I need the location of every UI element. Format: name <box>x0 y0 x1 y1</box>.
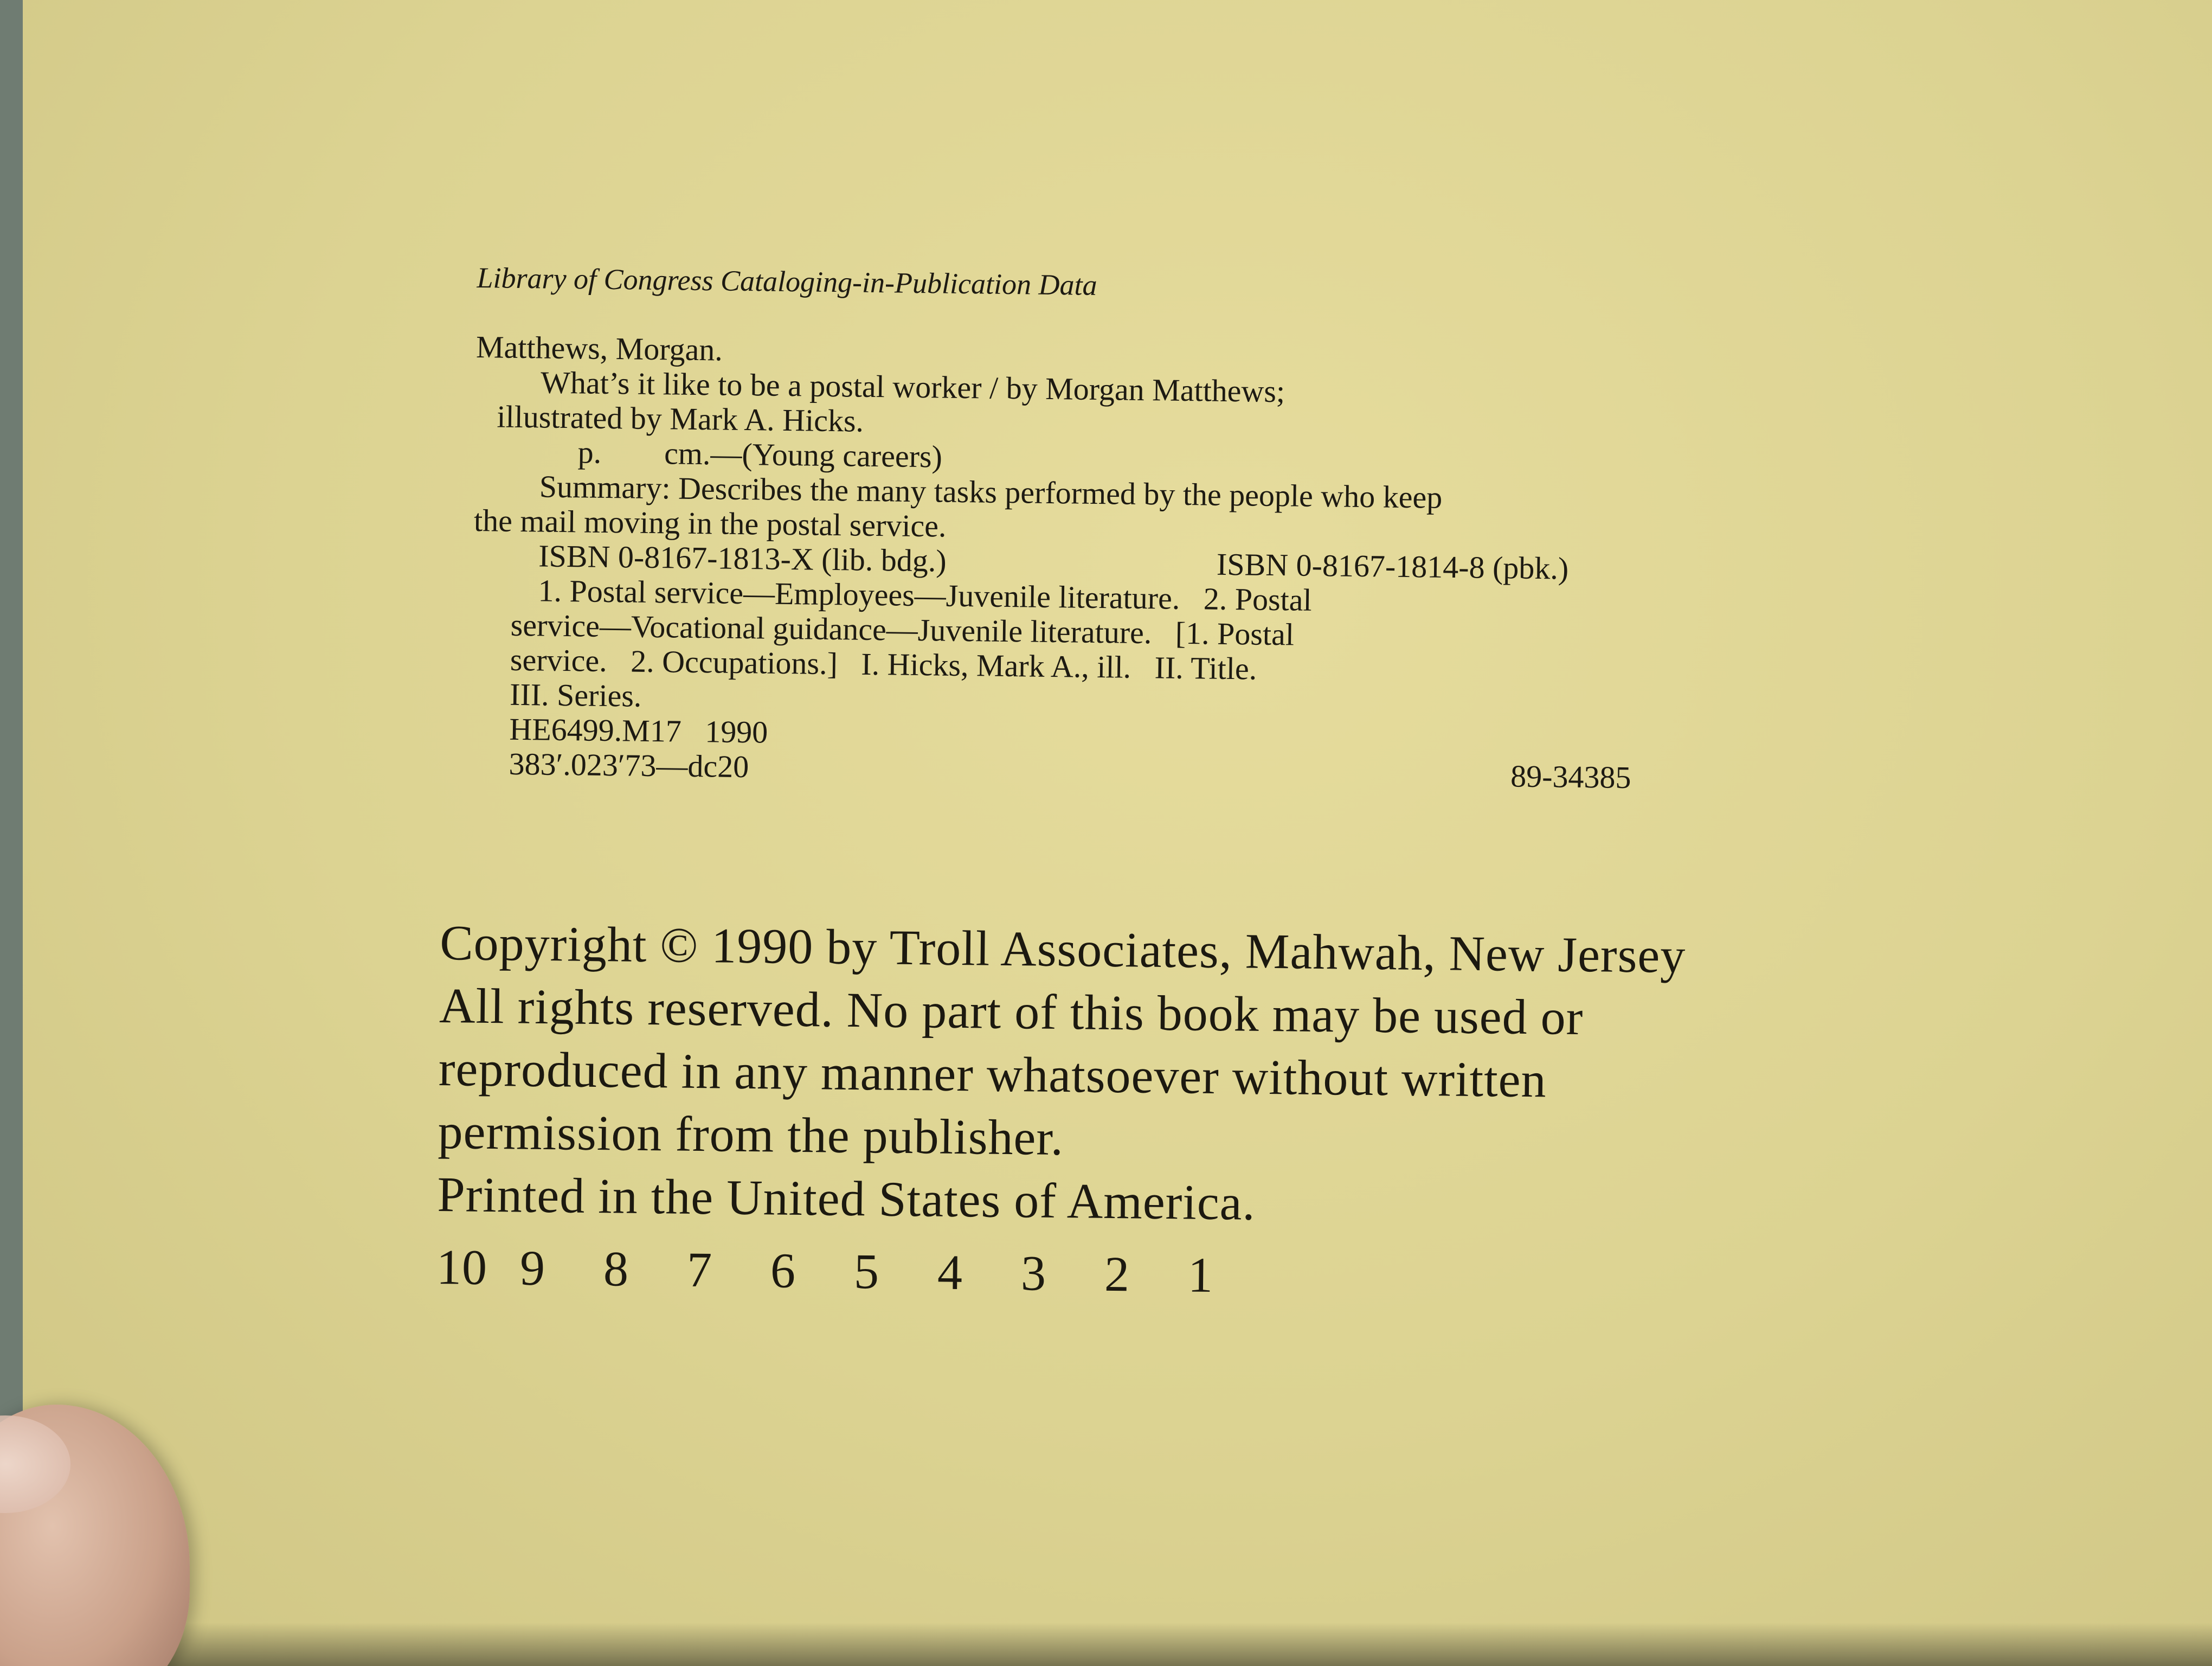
cip-summary-line-2: the mail moving in the postal service. <box>473 502 947 544</box>
cip-title-line-1: What’s it like to be a postal worker / by Morgan Matthews; <box>540 364 1285 409</box>
bottom-shadow <box>0 1623 2212 1666</box>
print-number: 7 <box>686 1241 713 1298</box>
print-number: 10 <box>436 1239 488 1295</box>
book-page <box>23 0 2212 1666</box>
rights-line-3: permission from the publisher. <box>438 1103 1064 1166</box>
print-number: 1 <box>1187 1247 1214 1303</box>
cip-subjects-line-4: III. Series. <box>509 676 642 714</box>
copyright-notice: Copyright © 1990 by Troll Associates, Mahwah, New Jersey <box>439 914 1686 984</box>
cip-isbn-paperback: ISBN 0-8167-1814-8 (pbk.) <box>1216 546 1569 586</box>
cip-data-block <box>471 260 1670 796</box>
rights-line-2: reproduced in any manner whatsoever without written <box>438 1040 1547 1108</box>
rights-line-1: All rights reserved. No part of this book may be used or <box>439 977 1584 1046</box>
copyright-block <box>436 911 1904 1313</box>
thumbnail <box>0 1415 70 1513</box>
cip-subjects-line-2: service—Vocational guidance—Juvenile literature. [1. Postal <box>510 607 1295 652</box>
cip-physical-description: p. cm.—(Young careers) <box>577 434 943 475</box>
cip-author: Matthews, Morgan. <box>475 329 723 368</box>
print-number: 5 <box>853 1244 880 1299</box>
cip-subjects-line-3: service. 2. Occupations.] I. Hicks, Mark A., ill. II. Title. <box>510 642 1257 687</box>
cip-dewey-classification: 383′.023′73—dc20 <box>509 746 749 785</box>
printed-in-notice: Printed in the United States of America. <box>436 1166 1256 1231</box>
print-number: 4 <box>937 1244 963 1300</box>
print-number: 2 <box>1104 1246 1130 1302</box>
print-number: 3 <box>1020 1245 1047 1301</box>
cip-title-line-2: illustrated by Mark A. Hicks. <box>497 399 864 439</box>
cip-heading: Library of Congress Cataloging-in-Publication Data <box>477 261 1097 302</box>
print-number: 8 <box>603 1241 629 1297</box>
print-number: 9 <box>519 1240 546 1296</box>
cip-lccn: 89-34385 <box>1510 758 1631 796</box>
printing-number-line <box>436 1235 1901 1313</box>
cip-isbn-library: ISBN 0-8167-1813-X (lib. bdg.) <box>538 538 947 579</box>
cip-lc-classification: HE6499.M17 1990 <box>509 711 768 750</box>
cip-summary-line-1: Summary: Describes the many tasks performed by the people who keep <box>539 469 1443 515</box>
print-number: 6 <box>770 1242 796 1298</box>
cip-subjects-line-1: 1. Postal service—Employees—Juvenile literature. 2. Postal <box>538 573 1313 618</box>
